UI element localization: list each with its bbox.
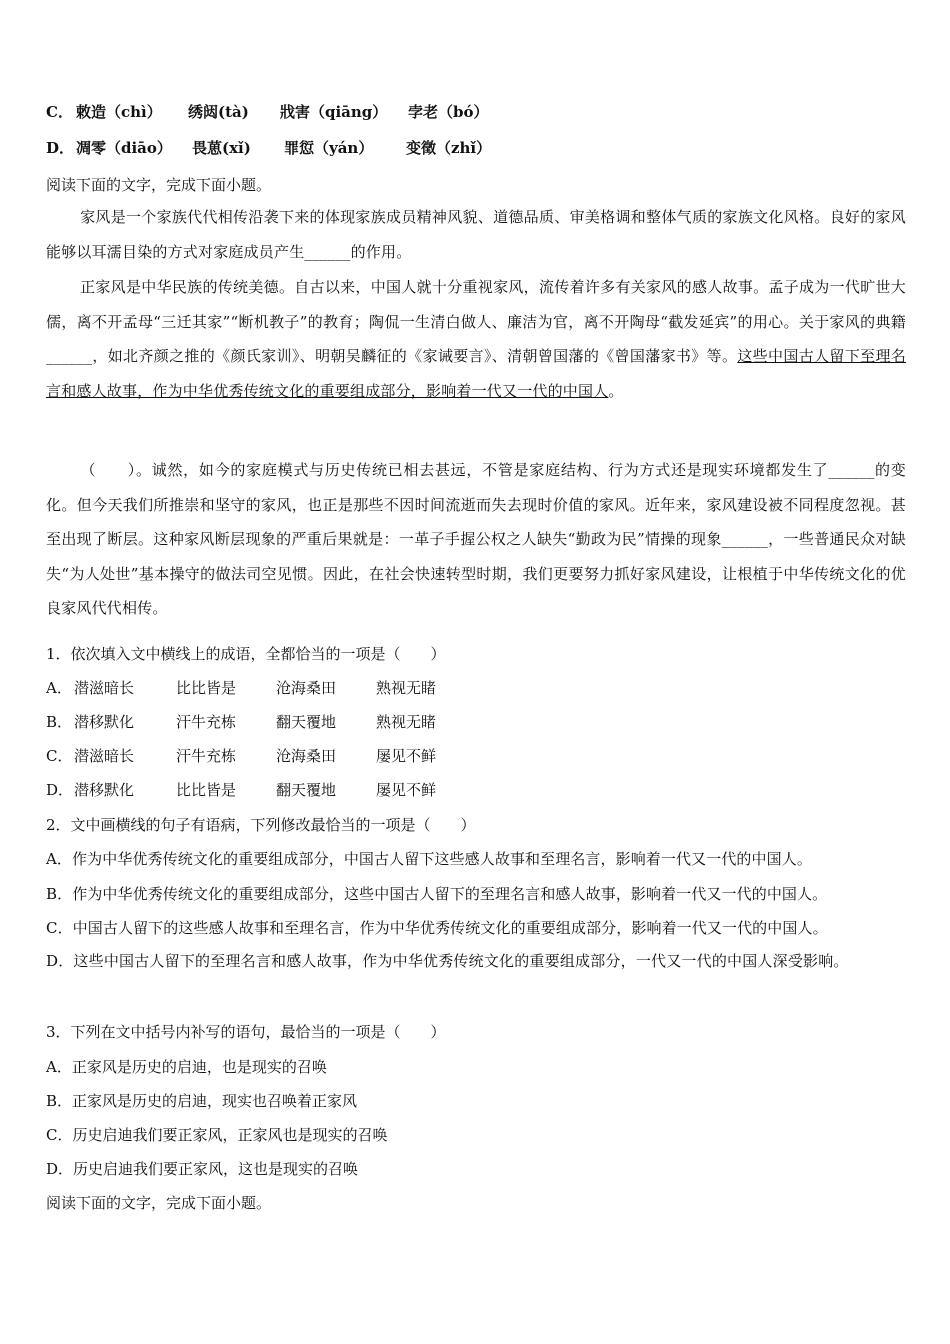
option-label: A． — [46, 679, 72, 697]
option-item: 敕造（chì） — [76, 103, 162, 121]
underlined-sentence: 这些中国古人留下至理名言和感人故事，作为中华优秀传统文化的重要组成部分，影响着一代又一代的中国人 — [46, 347, 906, 400]
paragraph-text: （ ）。诚然，如今的家庭模式与历史传统已相去甚远，不管是家庭结构、行为方式还是现实环境都发生了______的变化。但今天我们所推崇和坚守的家风，也正是那些不因时间流逝而失去现时价值的家风。近年来，家风建设被不同程度忽视。甚至出现了断层。这种家风断层现象的严重后果就是：一革子手握公权之人缺失“勤政为民”情操的现象______，一些普通民众对缺失“为人处世”基本操守的做法司空见惯。因此，在社会快速转型时期，我们更要努力抓好家风建设，让根植于中华传统文化的优良家风代代相传。 — [46, 461, 906, 618]
option-item: 翻天覆地 — [276, 713, 337, 731]
paragraph-text: 。 — [608, 381, 624, 400]
instruction: 阅读下面的文字，完成下面小题。 — [46, 176, 272, 194]
question-1-option-d — [46, 780, 437, 800]
option-item: 绣闼(tà) — [188, 103, 249, 121]
option-item: 潜移默化 — [74, 713, 135, 731]
question-3-option-d: D．历史启迪我们要正家风，这也是现实的召唤 — [46, 1160, 359, 1178]
option-item: 比比皆是 — [176, 679, 237, 697]
question-2-option-c: C．中国古人留下的这些感人故事和至理名言，作为中华优秀传统文化的重要组成部分，影响着一代又一代的中国人。 — [46, 919, 828, 937]
paragraph-text: 家风是一个家族代代相传沿袭下来的体现家族成员精神风貌、道德品质、审美格调和整体气质的家族文化风格。良好的家风能够以耳濡目染的方式对家庭成员产生______的作用。 — [46, 208, 906, 261]
passage-paragraph-1 — [46, 200, 906, 269]
passage-paragraph-2 — [46, 270, 906, 408]
option-label: B． — [46, 713, 73, 731]
option-item: 沧海桑田 — [276, 679, 337, 697]
option-row-d — [46, 138, 492, 158]
option-item: 沧海桑田 — [276, 747, 337, 765]
option-item: 潜滋暗长 — [74, 747, 135, 765]
option-item: 潜移默化 — [74, 781, 135, 799]
paragraph-text: 正家风是中华民族的传统美德。自古以来，中国人就十分重视家风，流传着许多有关家风的感人故事。孟子成为一代旷世大儒，离不开孟母“三迁其家”“断机教子”的教育；陶侃一生清白做人、廉洁为官，离不开陶母“截发延宾”的用心。关于家风的典籍______，如北齐颜之推的《颜氏家训》、明朝吴麟征的《家诫要言》、清朝曾国藩的《曾国藩家书》等。 — [46, 278, 906, 366]
option-label: C． — [46, 747, 73, 765]
question-3-option-c: C．历史启迪我们要正家风，正家风也是现实的召唤 — [46, 1126, 388, 1144]
question-3-stem: 3．下列在文中括号内补写的语句，最恰当的一项是（ ） — [46, 1023, 446, 1041]
option-item: 熟视无睹 — [376, 713, 437, 731]
option-label: D． — [46, 781, 74, 799]
option-item: 汗牛充栋 — [176, 713, 237, 731]
option-item: 变徵（zhǐ） — [406, 139, 492, 157]
question-2-stem: 2．文中画横线的句子有语病，下列修改最恰当的一项是（ ） — [46, 816, 476, 834]
question-2-option-a: A．作为中华优秀传统文化的重要组成部分，中国古人留下这些感人故事和至理名言，影响着一代又一代的中国人。 — [46, 850, 812, 868]
passage-paragraph-3 — [46, 453, 906, 626]
option-item: 比比皆是 — [176, 781, 237, 799]
question-3-option-b: B．正家风是历史的启迪，现实也召唤着正家风 — [46, 1092, 358, 1110]
option-item: 罪愆（yán） — [284, 139, 374, 157]
question-1-option-a — [46, 678, 437, 698]
option-item: 潜滋暗长 — [74, 679, 135, 697]
option-item: 畏葸(xǐ) — [192, 139, 251, 157]
question-1-option-b — [46, 712, 437, 732]
option-row-c — [46, 102, 489, 122]
question-1-option-c — [46, 746, 437, 766]
option-item: 孛老（bó） — [408, 103, 489, 121]
option-item: 凋零（diāo） — [76, 139, 172, 157]
option-label: C． — [46, 103, 73, 121]
instruction: 阅读下面的文字，完成下面小题。 — [46, 1194, 272, 1212]
option-item: 屡见不鲜 — [376, 781, 437, 799]
question-2-option-b: B．作为中华优秀传统文化的重要组成部分，这些中国古人留下的至理名言和感人故事，影响着一代又一代的中国人。 — [46, 885, 828, 903]
question-2-option-d: D．这些中国古人留下的至理名言和感人故事，作为中华优秀传统文化的重要组成部分，一代又一代的中国人深受影响。 — [46, 952, 849, 970]
option-item: 翻天覆地 — [276, 781, 337, 799]
option-item: 熟视无睹 — [376, 679, 437, 697]
option-item: 汗牛充栋 — [176, 747, 237, 765]
option-label: D． — [46, 139, 75, 157]
option-item: 屡见不鲜 — [376, 747, 437, 765]
option-item: 戕害（qiāng） — [280, 103, 388, 121]
question-1-stem: 1．依次填入文中横线上的成语，全都恰当的一项是（ ） — [46, 645, 446, 663]
question-3-option-a: A．正家风是历史的启迪，也是现实的召唤 — [46, 1058, 327, 1076]
